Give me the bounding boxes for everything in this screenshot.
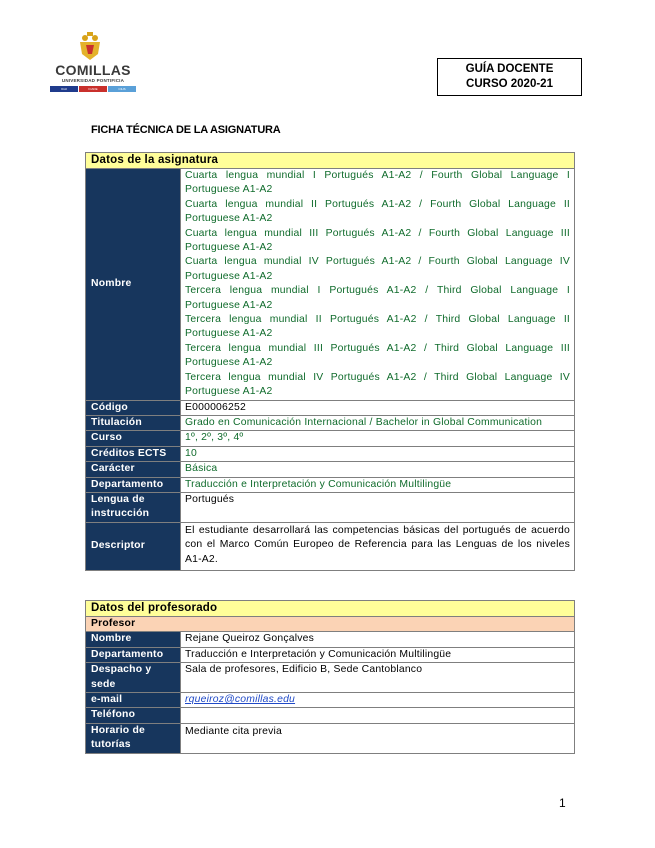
label-descriptor: Descriptor [86,522,181,570]
value-caracter: Básica [181,462,575,477]
row-prof-departamento [86,647,575,662]
nombre-line: Cuarta lengua mundial III Portugués A1-A2 / Fourth Global Language III Portuguese A1-A2 [185,227,571,254]
label-nombre: Nombre [86,169,181,401]
faculty-header-row [86,601,575,617]
row-caracter [86,462,575,477]
label-prof-nombre: Nombre [86,632,181,647]
value-prof-nombre: Rejane Queiroz Gonçalves [181,632,575,647]
value-prof-despacho: Sala de profesores, Edificio B, Sede Cantoblanco [181,663,575,693]
row-prof-horario [86,723,575,753]
guide-box [437,58,582,96]
value-curso: 1º, 2º, 3º, 4º [181,431,575,446]
row-creditos [86,446,575,461]
faculty-table [85,600,575,754]
value-prof-departamento: Traducción e Interpretación y Comunicación Multilingüe [181,647,575,662]
label-prof-email: e-mail [86,693,181,708]
email-link[interactable]: rqueiroz@comillas.edu [185,694,296,706]
guide-year: CURSO 2020-21 [466,78,553,90]
comillas-logo [50,32,140,94]
profesor-row [86,617,575,632]
label-prof-telefono: Teléfono [86,708,181,723]
value-prof-email [181,693,575,708]
label-lengua: Lengua de instrucción [86,492,181,522]
row-codigo [86,400,575,415]
row-prof-despacho [86,663,575,693]
page-number: 1 [559,796,566,810]
row-titulacion [86,415,575,430]
row-prof-email [86,693,575,708]
label-prof-horario: Horario de tutorías [86,723,181,753]
label-prof-despacho: Despacho y sede [86,663,181,693]
label-prof-departamento: Departamento [86,647,181,662]
crest-icon [76,32,104,62]
nombre-line: Cuarta lengua mundial I Portugués A1-A2 / Fourth Global Language I Portuguese A1-A2 [185,170,571,196]
value-codigo: E000006252 [181,400,575,415]
nombre-line: Cuarta lengua mundial II Portugués A1-A2 / Fourth Global Language II Portuguese A1-A2 [185,198,571,225]
nombre-line: Tercera lengua mundial II Portugués A1-A2 / Third Global Language II Portuguese A1-A2 [185,314,571,340]
row-departamento [86,477,575,492]
section-title: FICHA TÉCNICA DE LA ASIGNATURA [91,124,281,136]
label-departamento: Departamento [86,477,181,492]
logo-bar-icade: ICADE [79,86,107,92]
logo-bar-icai: ICAI [50,86,78,92]
subject-heading: Datos de la asignatura [86,153,575,169]
value-creditos: 10 [181,446,575,461]
logo-bar-cihs: CIHS [108,86,136,92]
logo-subtitle: UNIVERSIDAD PONTIFICIA [61,78,125,83]
value-departamento: Traducción e Interpretación y Comunicación Multilingüe [181,477,575,492]
subject-header-row [86,153,575,169]
logo-name: COMILLAS [55,62,131,78]
row-prof-telefono [86,708,575,723]
row-nombre [86,169,575,401]
faculty-heading: Datos del profesorado [86,601,575,617]
label-curso: Curso [86,431,181,446]
value-lengua: Portugués [181,492,575,522]
nombre-line: Cuarta lengua mundial IV Portugués A1-A2 / Fourth Global Language IV Portuguese A1-A2 [185,256,571,282]
value-prof-telefono [181,708,575,723]
profesor-subheading: Profesor [86,617,575,632]
row-prof-nombre [86,632,575,647]
guide-title: GUÍA DOCENTE [465,63,554,75]
value-descriptor: El estudiante desarrollará las competencias básicas del portugués de acuerdo con el Marco Común Europeo de Referencia para las Lenguas de los niveles A1-A2. [181,522,575,570]
value-titulacion: Grado en Comunicación Internacional / Bachelor in Global Communication [181,415,575,430]
value-prof-horario: Mediante cita previa [181,723,575,753]
label-codigo: Código [86,400,181,415]
row-descriptor [86,522,575,570]
row-curso [86,431,575,446]
nombre-line: Tercera lengua mundial I Portugués A1-A2 / Third Global Language I Portuguese A1-A2 [185,285,571,311]
value-nombre [181,169,575,401]
nombre-line: Tercera lengua mundial III Portugués A1-A2 / Third Global Language III Portuguese A1-A2 [185,342,571,369]
label-creditos: Créditos ECTS [86,446,181,461]
row-lengua [86,492,575,522]
label-caracter: Carácter [86,462,181,477]
nombre-line: Tercera lengua mundial IV Portugués A1-A2 / Third Global Language IV Portuguese A1-A2 [185,371,571,398]
subject-table [85,152,575,571]
label-titulacion: Titulación [86,415,181,430]
